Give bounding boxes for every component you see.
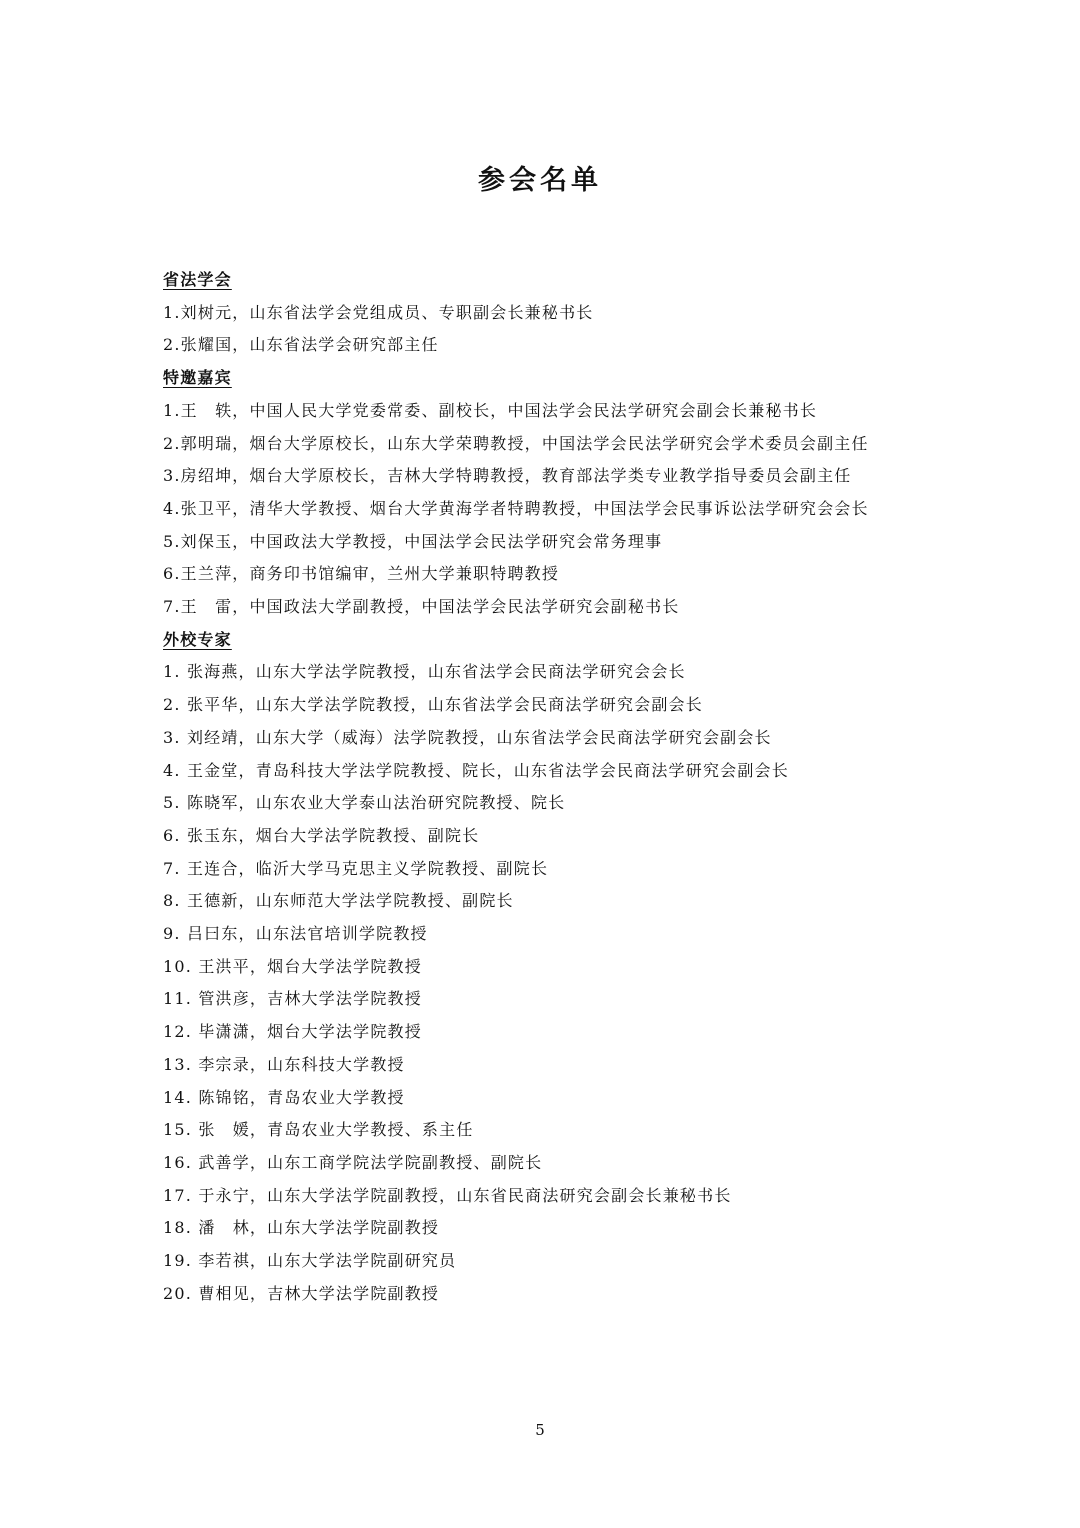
list-item: 1.王 轶，中国人民大学党委常委、副校长，中国法学会民法学研究会副会长兼秘书长 (163, 400, 818, 420)
list-item: 7.王 雷，中国政法大学副教授，中国法学会民法学研究会副秘书长 (163, 597, 680, 617)
attendee-list (163, 264, 903, 1311)
list-item: 17. 于永宁，山东大学法学院副教授，山东省民商法研究会副会长兼秘书长 (163, 1185, 732, 1205)
list-item: 15. 张 媛，青岛农业大学教授、系主任 (163, 1120, 474, 1140)
list-item: 1.刘树元，山东省法学会党组成员、专职副会长兼秘书长 (163, 302, 594, 322)
list-item: 2.张耀国，山东省法学会研究部主任 (163, 335, 439, 355)
section-heading-external-experts: 外校专家 (163, 629, 232, 649)
page-title: 参会名单 (478, 165, 602, 196)
list-item: 19. 李若祺，山东大学法学院副研究员 (163, 1251, 457, 1271)
list-item: 13. 李宗录，山东科技大学教授 (163, 1054, 405, 1074)
list-item: 2.郭明瑞，烟台大学原校长，山东大学荣聘教授，中国法学会民法学研究会学术委员会副主任 (163, 433, 869, 453)
list-item: 4.张卫平，清华大学教授、烟台大学黄海学者特聘教授，中国法学会民事诉讼法学研究会会长 (163, 498, 869, 518)
list-item: 7. 王连合，临沂大学马克思主义学院教授、副院长 (163, 858, 549, 878)
list-item: 18. 潘 林，山东大学法学院副教授 (163, 1218, 440, 1238)
list-item: 3.房绍坤，烟台大学原校长，吉林大学特聘教授，教育部法学类专业教学指导委员会副主任 (163, 466, 852, 486)
list-item: 3. 刘经靖，山东大学（威海）法学院教授，山东省法学会民商法学研究会副会长 (163, 727, 772, 747)
section-heading-special-guests: 特邀嘉宾 (163, 368, 232, 388)
list-item: 14. 陈锦铭，青岛农业大学教授 (163, 1087, 405, 1107)
list-item: 4. 王金堂，青岛科技大学法学院教授、院长，山东省法学会民商法学研究会副会长 (163, 760, 789, 780)
list-item: 10. 王洪平，烟台大学法学院教授 (163, 956, 422, 976)
list-item: 2. 张平华，山东大学法学院教授，山东省法学会民商法学研究会副会长 (163, 695, 703, 715)
list-item: 8. 王德新，山东师范大学法学院教授、副院长 (163, 891, 514, 911)
page-number: 5 (535, 1421, 545, 1439)
list-item: 9. 吕曰东，山东法官培训学院教授 (163, 924, 428, 944)
list-item: 6. 张玉东，烟台大学法学院教授、副院长 (163, 825, 480, 845)
list-item: 11. 管洪彦，吉林大学法学院教授 (163, 989, 422, 1009)
list-item: 12. 毕潇潇，烟台大学法学院教授 (163, 1022, 422, 1042)
list-item: 20. 曹相见，吉林大学法学院副教授 (163, 1283, 440, 1303)
section-heading-provincial-law-society: 省法学会 (163, 270, 232, 289)
list-item: 5. 陈晓军，山东农业大学泰山法治研究院教授、院长 (163, 793, 566, 813)
list-item: 5.刘保玉，中国政法大学教授，中国法学会民法学研究会常务理事 (163, 531, 663, 551)
list-item: 6.王兰萍，商务印书馆编审，兰州大学兼职特聘教授 (163, 564, 560, 584)
list-item: 1. 张海燕，山东大学法学院教授，山东省法学会民商法学研究会会长 (163, 662, 686, 682)
list-item: 16. 武善学，山东工商学院法学院副教授、副院长 (163, 1152, 543, 1172)
